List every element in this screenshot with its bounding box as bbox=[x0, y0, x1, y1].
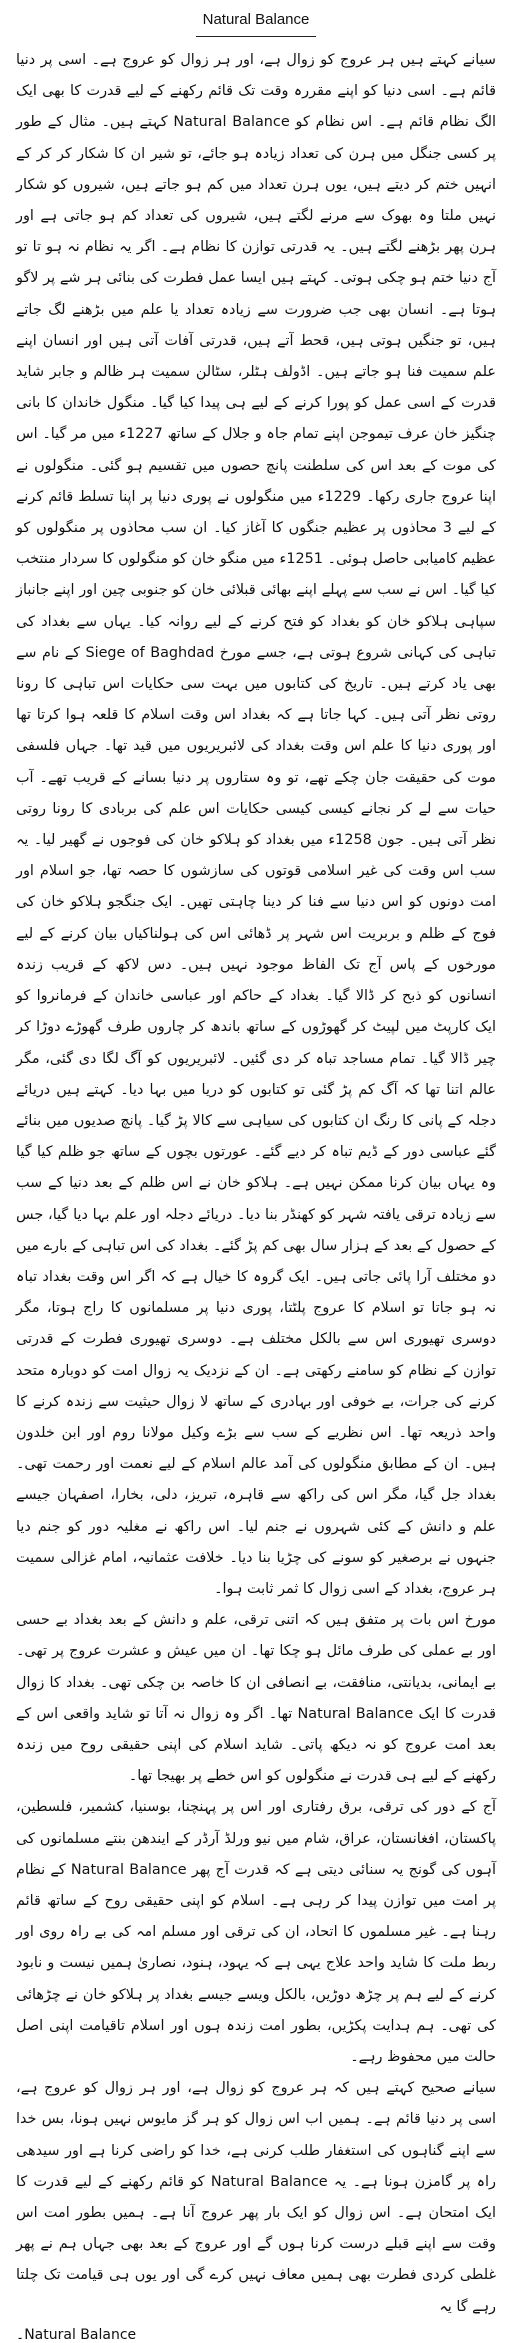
title-underline bbox=[196, 36, 316, 37]
article-body bbox=[16, 45, 496, 2323]
paragraph-4: سیانے صحیح کہتے ہیں کہ ہر عروج کو زوال ہے، اور ہر زوال کو عروج ہے، اسی پر دنیا قائم ہے۔ ہمیں اب اس زوال کو ہر گز مایوس نہیں ہونا، بس خدا سے اپنے گناہوں کی استغفار طلب کرنی ہے، خدا کو راضی کرنا ہے اور سیدھی راہ پر گامزن ہونا ہے۔ یہ Natural Balance کو قائم رکھنے کے لیے قدرت کا ایک امتحان ہے۔ اس زوال کو ایک بار پھر عروج آنا ہے۔ ہمیں بطور امت اس وقت سے اپنے قبلے درست کرنا ہوں گے اور عروج کے بعد بھی جہاں ہم نے پھر غلطی کردی فطرت بھی ہمیں معاف نہیں کرے گی اور یوں ہی قیامت تک چلتا رہے گا یہ bbox=[16, 2080, 496, 2315]
paragraph-3: آج کے دور کی ترقی، برق رفتاری اور اس پر پہنچنا، بوسنیا، کشمیر، فلسطین، پاکستان، افغانستان، عراق، شام میں نیو ورلڈ آرڈر کے ایندھن بنتے مسلمانوں کی آہوں کی گونج یہ سنائی دیتی ہے کہ قدرت آج پھر Natural Balance کے نظام پر امت میں توازن پیدا کر رہی ہے۔ اسلام کو اپنی حقیقی روح کے ساتھ قائم رہنا ہے۔ غیر مسلموں کا اتحاد، ان کی ترقی اور مسلم امہ کی بے راہ روی اور ربط ملت کا شاید واحد علاج یہی ہے کہ یہود، ہنود، نصاریٰ ہمیں نیست و نابود کرنے کے لیے ہم پر چڑھ دوڑیں، بالکل ویسے جیسے بغداد پر ہلاکو خان نے چڑھائی کی تھی۔ ہم ہدایت پکڑیں، بطور امت زندہ ہوں اور اسلام تاقیامت اپنی اصل حالت میں محفوظ رہے۔ bbox=[16, 1799, 496, 2065]
paragraph-1: سیانے کہتے ہیں ہر عروج کو زوال ہے، اور ہر زوال کو عروج ہے۔ اسی پر دنیا قائم ہے۔ اسی دنیا کو اپنے مقررہ وقت تک قائم رکھنے کے لیے قدرت کا بھی ایک الگ نظام قائم ہے۔ اس نظام کو Natural Balance کہتے ہیں۔ مثال کے طور پر کسی جنگل میں ہرن کی تعداد زیادہ ہو جائے، تو شیر ان کا شکار کر کر کے انہیں ختم کر دیتے ہیں، یوں ہرن تعداد میں کم ہو جاتے ہیں، شیروں کو شکار نہیں ملتا وہ بھوک سے مرنے لگتے ہیں، شیروں کی تعداد کم ہو جاتی ہے اور ہرن پھر بڑھنے لگتے ہیں۔ یہ قدرتی توازن کا نظام ہے۔ اگر یہ نظام نہ ہو تا تو آج دنیا ختم ہو چکی ہوتی۔ کہتے ہیں ایسا عمل فطرت کی بنائی ہر شے پر لاگو ہوتا ہے۔ انسان بھی جب ضرورت سے زیادہ تعداد یا علم میں بڑھنے لگ جاتے ہیں، تو جنگیں ہوتی ہیں، قحط آتے ہیں، قدرتی آفات آتی ہیں اور انسان اپنے علم سمیت فنا ہو جاتے ہیں۔ اڈولف ہٹلر، سٹالن سمیت ہر ظالم و جابر شاید قدرت کے اسی عمل کو پورا کرنے کے لیے ہی پیدا کیا گیا۔ منگول خاندان کا بانی چنگیز خان عرف تیموجن اپنے تمام جاہ و جلال کے ساتھ 1227ء میں مر گیا۔ اس کی موت کے بعد اس کی سلطنت پانچ حصوں میں تقسیم ہو گئی۔ منگولوں نے اپنا عروج جاری رکھا۔ 1229ء میں منگولوں نے پوری دنیا پر اپنا تسلط قائم کرنے کے لیے 3 محاذوں پر عظیم جنگوں کا آغاز کیا۔ ان سب محاذوں پر منگولوں کو عظیم کامیابی حاصل ہوئی۔ 1251ء میں منگو خان کو منگولوں کا سردار منتخب کیا گیا۔ اس نے سب سے پہلے اپنے بھائی قبلائی خان کو جنوبی چین اور اپنے جانباز سپاہی ہلاکو خان کو بغداد کو فتح کرنے کے لیے روانہ کیا۔ یہاں سے بغداد کی تباہی کی کہانی شروع ہوتی ہے، جسے مورخ Siege of Baghdad کے نام سے بھی یاد کرتے ہیں۔ تاریخ کی کتابوں میں بہت سی حکایات اس تباہی کا رونا روتی نظر آتی ہیں۔ کہا جاتا ہے کہ بغداد اس وقت اسلام کا قلعہ ہوا کرتا تھا اور پوری دنیا کا علم اس وقت بغداد کی لائبریریوں میں قید تھا۔ جہاں فلسفی موت کی حقیقت جان چکے تھے، تو وہ ستاروں پر دنیا بسانے کے قریب تھے۔ آب حیات سے لے کر نجانے کیسی کیسی حکایات اس علم کی بربادی کا رونا روتی نظر آتی ہیں۔ جون 1258ء میں بغداد کو ہلاکو خان کی فوجوں نے گھیر لیا۔ یہ سب اس وقت کی غیر اسلامی قوتوں کی سازشوں کا حصہ تھا، جو اسلام اور امت دونوں کو اس دنیا سے فنا کر دینا چاہتی تھیں۔ ایک جنگجو ہلاکو خان کی فوج کے ظلم و بربریت اس شہر پر ڈھائی اس کی ہولناکیاں بیان کرنے کے لیے مورخوں کے پاس آج تک الفاظ موجود نہیں ہیں۔ دس لاکھ کے قریب زندہ انسانوں کو ذبح کر ڈالا گیا۔ بغداد کے حاکم اور عباسی خاندان کے فرمانروا کو ایک کارپٹ میں لپیٹ کر گھوڑوں کے ساتھ باندھ کر چاروں طرف گھوڑے دوڑا کر چیر ڈالا گیا۔ تمام مساجد تباہ کر دی گئیں۔ لائبریریوں کو آگ لگا دی گئی، مگر عالم اتنا تھا کہ آگ کم پڑ گئی تو کتابوں کو دریا میں بہا دیا۔ کہتے ہیں دریائے دجلہ کے پانی کا رنگ ان کتابوں کی سیاہی سے کالا پڑ گیا۔ پانچ صدیوں میں بنائے گئے عباسی دور کے ڈیم تباہ کر دیے گئے۔ عورتوں بچوں کے ساتھ جو ظلم کیا گیا وہ یہاں بیان کرنا ممکن نہیں ہے۔ ہلاکو خان نے اس ظلم کے بعد دنیا کے سب سے زیادہ ترقی یافتہ شہر کو کھنڈر بنا دیا۔ دریائے دجلہ اور علم بہا دیا گیا، جس کے حصول کے بعد کے ہزار سال بھی کم پڑ گئے۔ بغداد کی اس تباہی کے بارے میں دو مختلف آرا پائی جاتی ہیں۔ ایک گروہ کا خیال ہے کہ اگر اس وقت بغداد تباہ نہ ہو جاتا تو اسلام کا عروج پلٹتا، پوری دنیا پر مسلمانوں کا راج ہوتا، مگر دوسری تھیوری اس سے بالکل مختلف ہے۔ دوسری تھیوری فطرت کے قدرتی توازن کے نظام کو سامنے رکھتی ہے۔ ان کے نزدیک یہ زوال امت کو دوبارہ متحد کرنے کی جرات، بے خوفی اور بہادری کے ساتھ لا زوال حیثیت سے زندہ کرنے کا واحد ذریعہ تھا۔ اس نظریے کے سب سے بڑے وکیل مولانا روم اور ابن خلدون ہیں۔ ان کے مطابق منگولوں کی آمد عالم اسلام کے لیے نعمت اور رحمت تھی۔ بغداد جل گیا، مگر اس کی راکھ سے قاہرہ، تبریز، دلی، بخارا، اصفہان جیسے علم و دانش کے کئی شہروں نے جنم لیا۔ اس راکھ نے مغلیہ دور کو جنم دیا جنہوں نے برصغیر کو سونے کی چڑیا بنا دیا۔ خلافت عثمانیہ، امام غزالی سمیت ہر عروج، بغداد کے اسی زوال کا ثمر ثابت ہوا۔ bbox=[16, 52, 497, 1597]
paragraph-2: مورخ اس بات پر متفق ہیں کہ اتنی ترقی، علم و دانش کے بعد بغداد بے حسی اور بے عملی کی طرف مائل ہو چکا تھا۔ ان میں عیش و عشرت عروج پر تھی۔ بے ایمانی، بدیانتی، منافقت، بے انصافی ان کا خاصہ بن چکی تھی۔ بغداد کا زوال قدرت کا ایک Natural Balance تھا۔ اگر وہ زوال نہ آتا تو شاید واقعی اس کے بعد امت عروج کو نہ دیکھ پاتی۔ شاید اسلام کی اپنی حقیقی روح میں زندہ رکھنے کے لیے ہی قدرت نے منگولوں کو اس خطے پر بھیجا تھا۔ bbox=[16, 1612, 496, 1785]
closing-signature: Natural Balance۔ bbox=[16, 2326, 137, 2343]
article-title: Natural Balance bbox=[202, 11, 310, 28]
